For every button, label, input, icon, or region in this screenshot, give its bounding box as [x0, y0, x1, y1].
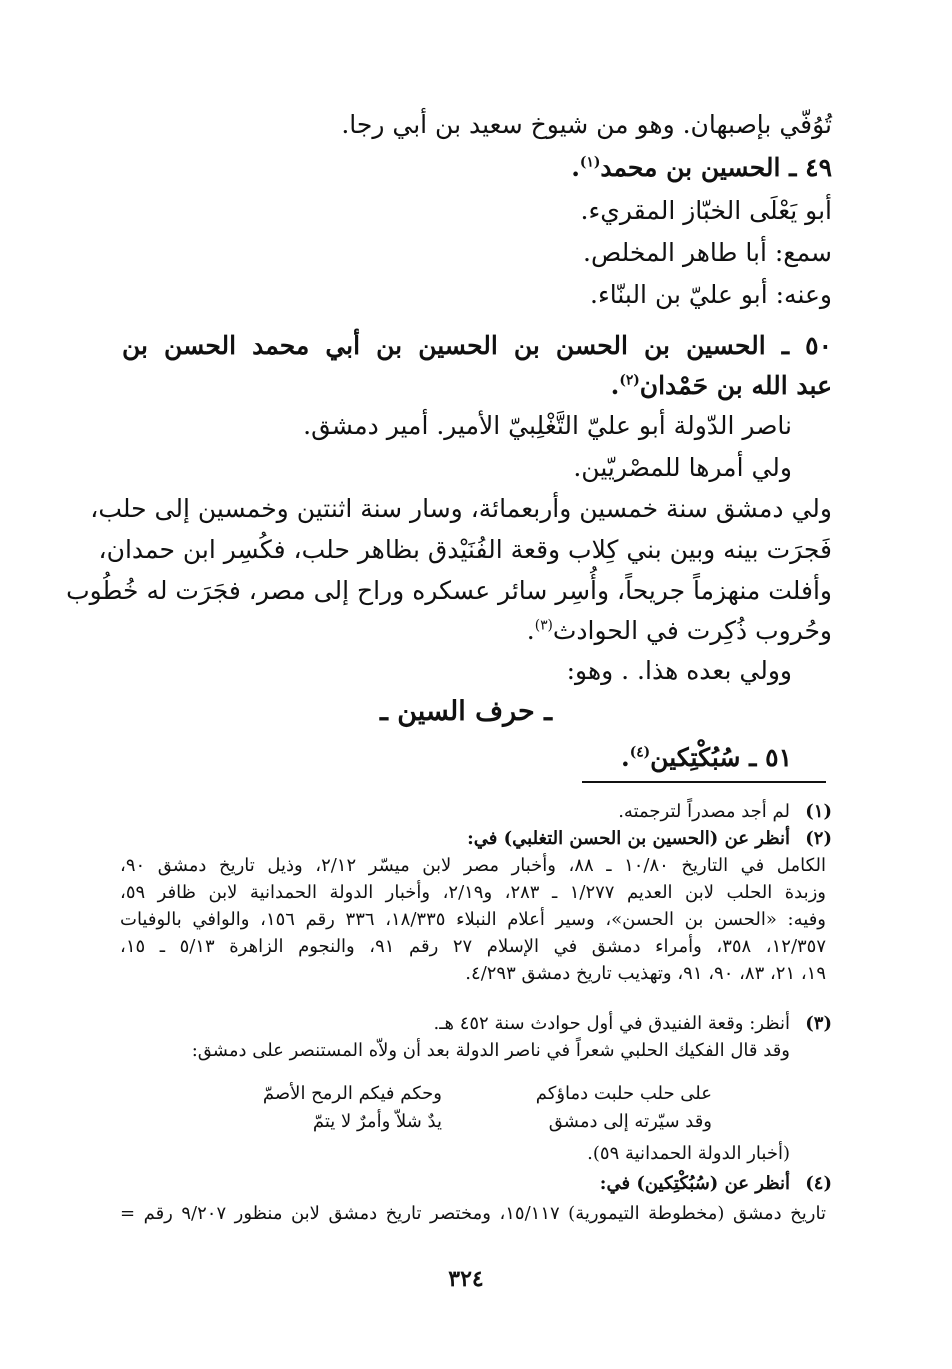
period: . — [610, 371, 620, 400]
verse-1-hemistich-left: وحكم فيكم الرمح الأصمّ — [262, 1083, 442, 1104]
text-line-9: ولي أمرها للمصْريّين. — [573, 453, 792, 482]
verse-2-hemistich-right: وقد سيّرته إلى دمشق — [548, 1111, 712, 1132]
verse-1-hemistich-right: على حلب حلبت دماؤكم — [535, 1083, 712, 1104]
footnote-4-text: أنظر عن (سُبُكْتِكين) في: — [599, 1173, 790, 1194]
footnote-2-line-6: ١٩، ٢١، ٨٣، ٩٠، ٩١، وتهذيب تاريخ دمشق ٤/٢٩٣. — [465, 963, 826, 984]
footnote-3-line-2: وقد قال الفكيك الحلبي شعراً في ناصر الدولة بعد أن ولاّه المستنصر على دمشق: — [191, 1040, 790, 1061]
text-line-13 — [527, 618, 832, 643]
footnote-2-line-5: ١٢/٣٥٧، ٣٥٨، وأمراء دمشق في الإسلام ٢٧ رقم ٩١، والنجوم الزاهرة ٥/١٣ ـ ١٥، — [120, 936, 827, 957]
text-line-11: فَجرَت بينه وبين بني كِلاب وقعة الفُنَيْدق بظاهر حلب، فكُسِر ابن حمدان، — [98, 535, 832, 564]
text-line-10: ولي دمشق سنة خمسين وأربعمائة، وسار سنة اثنتين وخمسين إلى حلب، — [90, 494, 832, 523]
entry-49-title: ٤٩ ـ الحسين بن محمد — [600, 153, 832, 182]
text-line-4: سمع: أبا طاهر المخلص. — [583, 238, 832, 267]
text-line-5: وعنه: أبو عليّ بن البنّاء. — [590, 280, 832, 309]
footnote-ref-1: (١) — [579, 154, 601, 171]
footnote-2-line-2: الكامل في التاريخ ١٠/٨٠ ـ ٨٨، وأخبار مصر لابن ميسّر ٢/١٢، وذيل تاريخ دمشق ٩٠، — [120, 855, 826, 876]
period: . — [571, 153, 580, 182]
text-line-13-body: وحُروب ذُكِرت في الحوادث — [552, 616, 832, 645]
entry-49-heading — [571, 155, 832, 180]
footnote-separator — [582, 781, 826, 783]
entry-50-heading-line-2 — [611, 373, 832, 398]
text-line-12: وأفلت منهزماً جريحاً، وأُسِر سائر عسكره وراح إلى مصر، فجَرَت له خُطُوب — [66, 576, 832, 605]
footnote-number-3: (٣) — [805, 1013, 832, 1034]
entry-51-heading — [621, 745, 792, 770]
period: . — [526, 616, 535, 645]
footnote-1-text: لم أجد مصدراً لترجمته. — [618, 801, 790, 822]
footnote-4-line-2: تاريخ دمشق (مخطوطة التيمورية) ١٥/١١٧، ومختصر تاريخ دمشق لابن منظور ٩/٢٠٧ رقم = — [120, 1203, 826, 1224]
footnote-2-line-4: وفيه: «الحسن بن الحسن»، وسير أعلام النبلاء ١٨/٣٣٥، ٣٣٦ رقم ١٥٦، والوافي بالوفيات — [120, 909, 826, 930]
footnote-ref-2: (٢) — [619, 372, 640, 389]
page-number — [0, 1268, 952, 1290]
text-line-1: تُوُفّي بإصبهان. وهو من شيوخ سعيد بن أبي رجا. — [341, 110, 832, 139]
entry-50-title-end: عبد الله بن حَمْدان — [639, 371, 832, 400]
section-heading-text: ـ حرف السين ـ — [379, 696, 553, 727]
footnote-number-2: (٢) — [805, 828, 832, 849]
section-heading — [0, 698, 952, 725]
footnote-3-text: أنظر: وقعة الفنيدق في أول حوادث سنة ٤٥٢ هـ. — [433, 1013, 790, 1034]
footnote-ref-4: (٤) — [629, 744, 651, 761]
footnote-number-4: (٤) — [805, 1173, 832, 1194]
entry-50-heading-line-1: ٥٠ ـ الحسين بن الحسن بن الحسين بن أبي محمد الحسن بن — [122, 331, 832, 360]
page-number-text: ٣٢٤ — [448, 1266, 484, 1292]
footnote-number-1: (١) — [805, 801, 832, 822]
text-line-14: وولي بعده هذا. . وهو: — [566, 656, 792, 685]
verse-2-hemistich-left: يدٌ شلاّ وأمرٌ لا يتمّ — [312, 1111, 442, 1132]
footnote-2-line-3: وزبدة الحلب لابن العديم ١/٢٧٧ ـ ٢٨٣، و٢/١٩، وأخبار الدولة الحمدانية لابن ظافر ٥٩، — [120, 882, 826, 903]
footnote-2-text: أنظر عن (الحسين بن الحسن التغلبي) في: — [467, 828, 790, 849]
entry-51-title: ٥١ ـ سُبُكْتِكين — [650, 743, 792, 772]
text-line-3: أبو يَعْلَى الخبّاز المقريء. — [580, 196, 832, 225]
footnote-ref-3: (٣) — [534, 617, 553, 634]
footnote-3-line-3: (أخبار الدولة الحمدانية ٥٩). — [587, 1143, 790, 1164]
text-line-8: ناصر الدّولة أبو عليّ التَّغْلِبيّ الأمير. أمير دمشق. — [303, 411, 792, 440]
period: . — [621, 743, 630, 772]
